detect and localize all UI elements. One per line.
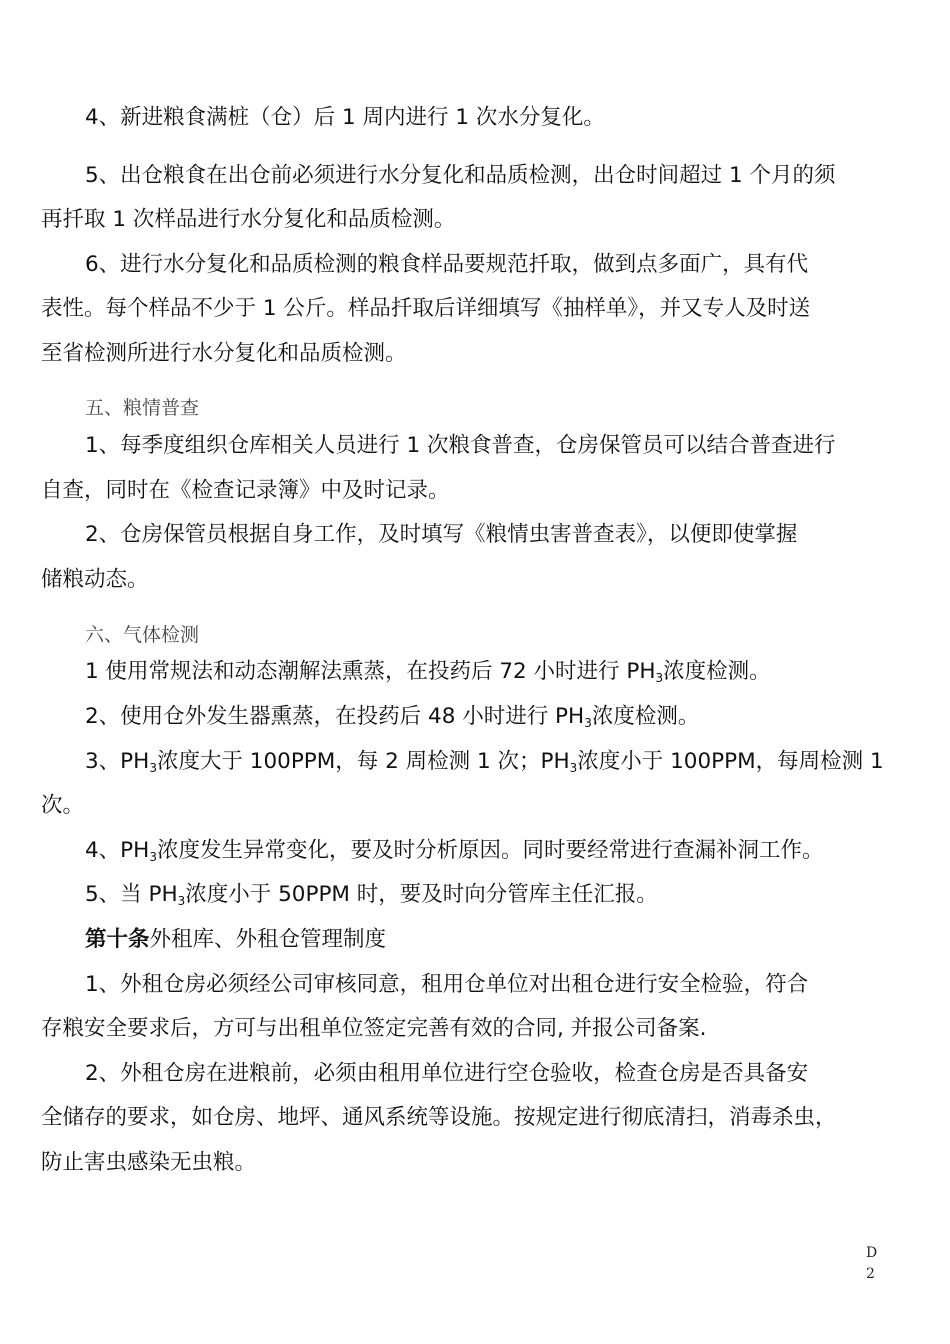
paragraph-4-line-1: 4、新进粮食满桩（仓）后 1 周内进行 1 次水分复化。	[85, 105, 605, 130]
paragraph-6-line-1: 6、进行水分复化和品质检测的粮食样品要规范扦取，做到点多面广，具有代	[85, 252, 809, 277]
section-6-item-3-continuation: 次。	[41, 793, 85, 818]
paragraph-5-line-2: 再扦取 1 次样品进行水分复化和品质检测。	[41, 207, 456, 232]
paragraph-6-line-2: 表性。每个样品不少于 1 公斤。样品扦取后详细填写《抽样单》，并又专人及时送	[41, 296, 811, 321]
section-6-item-5: 5、当 $PH_3$浓度小于 50PPM 时，要及时向分管库主任汇报。	[85, 882, 658, 908]
section-5-item-1-line-2: 自查，同时在《检查记录簿》中及时记录。	[41, 478, 450, 503]
article-10-item-2-line-1: 2、外租仓房在进粮前，必须由租用单位进行空仓验收，检查仓房是否具备安	[85, 1061, 809, 1086]
article-10-item-2-line-2: 全储存的要求，如仓房、地坪、通风系统等设施。按规定进行彻底清扫，消毒杀虫，	[41, 1105, 837, 1130]
section-6-item-4: 4、$PH_3$浓度发生异常变化，要及时分析原因。同时要经常进行查漏补洞工作。	[85, 838, 824, 864]
section-5-item-1-line-1: 1、每季度组织仓库相关人员进行 1 次粮食普查，仓房保管员可以结合普查进行	[85, 433, 836, 458]
article-10-title: 外租库、外租仓管理制度	[149, 927, 387, 952]
section-5-heading: 五、粮情普查	[85, 397, 200, 419]
article-10-item-2-line-3: 防止害虫感染无虫粮。	[41, 1150, 257, 1175]
article-10-heading	[85, 925, 386, 955]
section-6-item-2: 2、使用仓外发生器熏蒸，在投药后 48 小时进行 $PH_3$浓度检测。	[85, 704, 700, 730]
section-6-item-1: 1 使用常规法和动态潮解法熏蒸，在投药后 72 小时进行 $PH_3$浓度检测。	[85, 659, 771, 685]
paragraph-5-line-1: 5、出仓粮食在出仓前必须进行水分复化和品质检测，出仓时间超过 1 个月的须	[85, 163, 836, 188]
section-6-item-3: 3、$PH_3$浓度大于 100PPM，每 2 周检测 1 次；$PH_3$浓度小于 100PPM，每周检测 1	[85, 749, 884, 775]
article-10-item-1-line-2: 存粮安全要求后，方可与出租单位签定完善有效的合同, 并报公司备案.	[41, 1016, 707, 1041]
paragraph-6-line-3: 至省检测所进行水分复化和品质检测。	[41, 341, 407, 366]
section-6-heading: 六、气体检测	[85, 624, 200, 646]
article-10-item-1-line-1: 1、外租仓房必须经公司审核同意，租用仓单位对出租仓进行安全检验，符合	[85, 972, 809, 997]
article-10-label: 第十条	[85, 927, 150, 952]
page-mark-letter: D	[866, 1245, 878, 1261]
section-5-item-2-line-2: 储粮动态。	[41, 567, 149, 592]
page-number: 2	[866, 1266, 875, 1282]
section-5-item-2-line-1: 2、仓房保管员根据自身工作，及时填写《粮情虫害普查表》，以便即使掌握	[85, 522, 798, 547]
